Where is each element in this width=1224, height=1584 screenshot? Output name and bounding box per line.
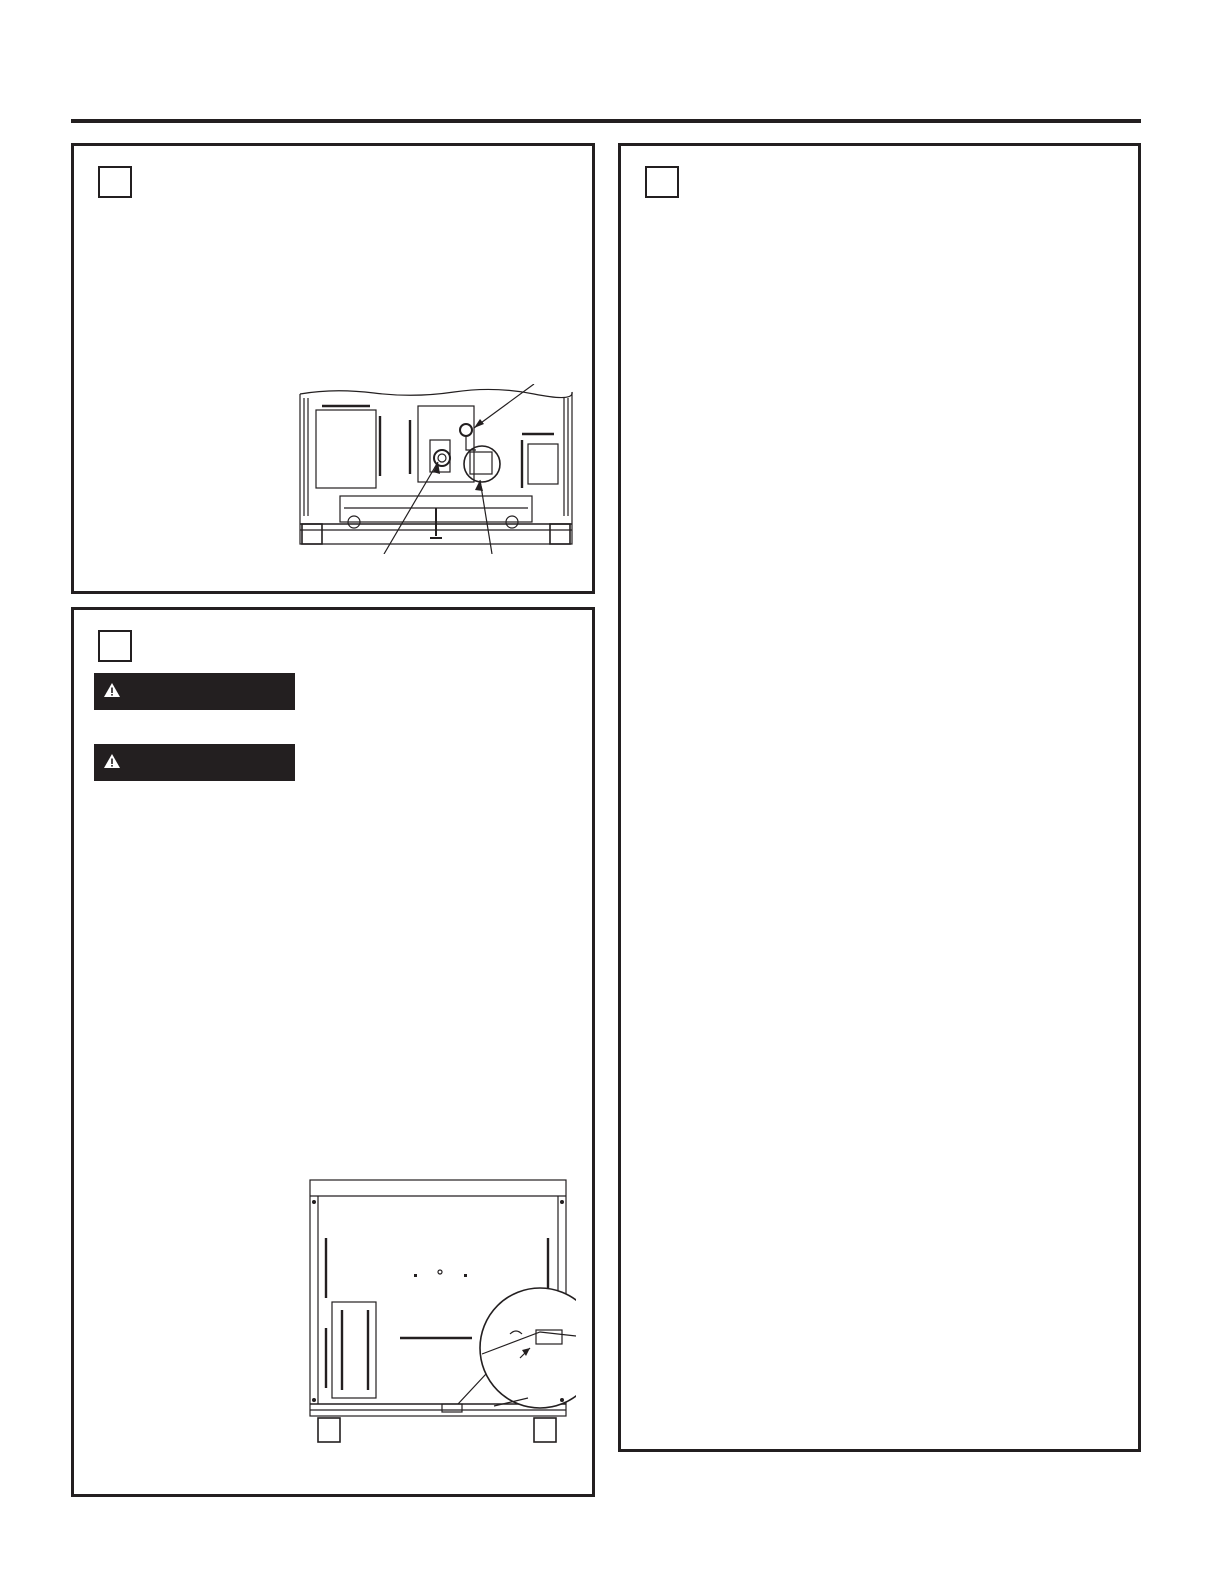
warning-triangle-icon bbox=[103, 682, 121, 698]
warning-banner bbox=[94, 744, 295, 781]
step-number-box bbox=[645, 166, 679, 198]
header-rule bbox=[71, 119, 1141, 123]
range-back-anti-tip-figure bbox=[304, 1178, 576, 1456]
range-rear-gas-regulator-figure bbox=[294, 384, 584, 554]
warning-banner bbox=[94, 673, 295, 710]
step-number-box bbox=[98, 630, 132, 662]
warning-triangle-icon bbox=[103, 753, 121, 769]
step-panel-right bbox=[618, 143, 1141, 1452]
step-panel-top-left bbox=[71, 143, 595, 594]
step-number-box bbox=[98, 166, 132, 198]
step-panel-bottom-left bbox=[71, 607, 595, 1497]
